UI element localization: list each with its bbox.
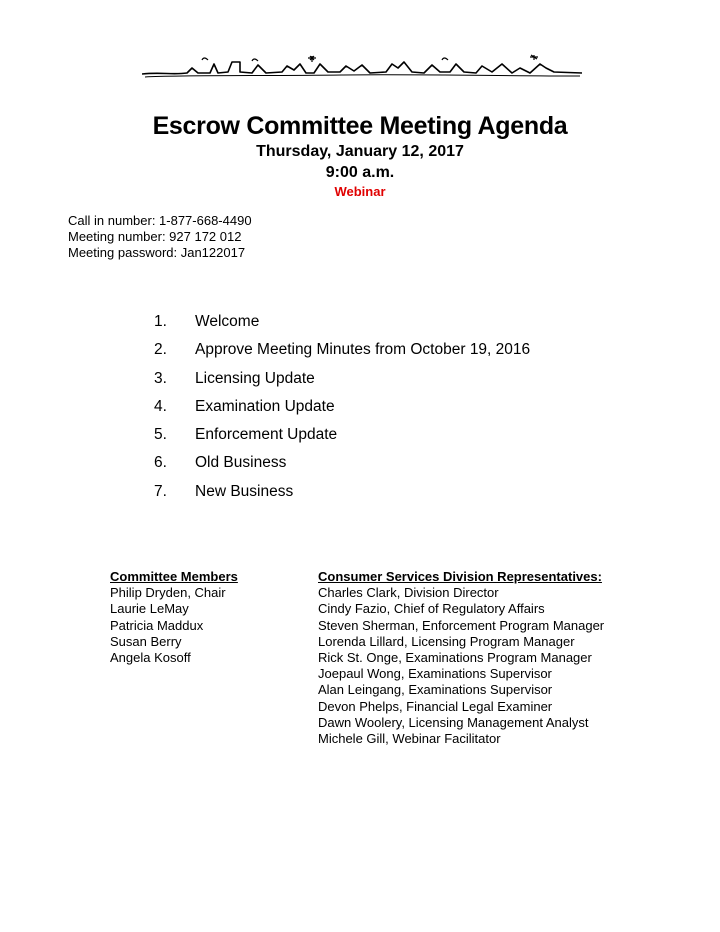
agenda-item-text: Licensing Update bbox=[195, 369, 315, 387]
representative: Steven Sherman, Enforcement Program Manager bbox=[318, 617, 605, 633]
meeting-mode: Webinar bbox=[334, 184, 386, 199]
agenda-item-number: 3. bbox=[154, 369, 167, 387]
representative: Alan Leingang, Examinations Supervisor bbox=[318, 682, 553, 698]
committee-members bbox=[110, 569, 238, 666]
agenda-item-number: 4. bbox=[154, 397, 167, 415]
call-info bbox=[68, 213, 252, 261]
agenda-item-text: Old Business bbox=[195, 454, 287, 472]
meeting-number: Meeting number: 927 172 012 bbox=[68, 229, 242, 244]
committee-member: Laurie LeMay bbox=[110, 601, 189, 617]
meeting-date: Thursday, January 12, 2017 bbox=[256, 143, 464, 160]
skyline-sketch-icon bbox=[142, 52, 582, 82]
representative: Cindy Fazio, Chief of Regulatory Affairs bbox=[318, 601, 545, 617]
agenda-item-number: 5. bbox=[154, 426, 167, 444]
agenda-item-number: 6. bbox=[154, 454, 167, 472]
committee-members-heading: Committee Members bbox=[110, 569, 238, 584]
committee-member: Susan Berry bbox=[110, 633, 182, 649]
agenda-item-number: 2. bbox=[154, 341, 167, 359]
meeting-time: 9:00 a.m. bbox=[325, 164, 395, 181]
agenda-item-text: Examination Update bbox=[195, 397, 335, 415]
representative: Joepaul Wong, Examinations Supervisor bbox=[318, 666, 552, 682]
page-title: Escrow Committee Meeting Agenda bbox=[152, 112, 568, 140]
call-in-number: Call in number: 1-877-668-4490 bbox=[68, 213, 252, 228]
representative: Dawn Woolery, Licensing Management Analyst bbox=[318, 714, 589, 730]
agenda-item-text: Enforcement Update bbox=[195, 426, 338, 444]
committee-member: Philip Dryden, Chair bbox=[110, 585, 226, 601]
committee-member: Angela Kosoff bbox=[110, 650, 191, 666]
agenda-item-number: 1. bbox=[154, 313, 167, 330]
representative: Michele Gill, Webinar Facilitator bbox=[318, 731, 501, 747]
agenda-item-text: New Business bbox=[195, 482, 294, 500]
agenda-item-number: 7. bbox=[154, 482, 167, 500]
agenda-item-text: Welcome bbox=[195, 313, 260, 330]
committee-member: Patricia Maddux bbox=[110, 617, 204, 633]
representative: Charles Clark, Division Director bbox=[318, 585, 499, 601]
representative: Rick St. Onge, Examinations Program Manager bbox=[318, 650, 592, 666]
division-representatives bbox=[318, 569, 604, 747]
meeting-password: Meeting password: Jan122017 bbox=[68, 245, 246, 260]
representative: Lorenda Lillard, Licensing Program Manager bbox=[318, 633, 575, 649]
representatives-heading: Consumer Services Division Representatives: bbox=[318, 569, 602, 584]
agenda-item-text: Approve Meeting Minutes from October 19, 2016 bbox=[195, 341, 531, 359]
representative: Devon Phelps, Financial Legal Examiner bbox=[318, 698, 553, 714]
